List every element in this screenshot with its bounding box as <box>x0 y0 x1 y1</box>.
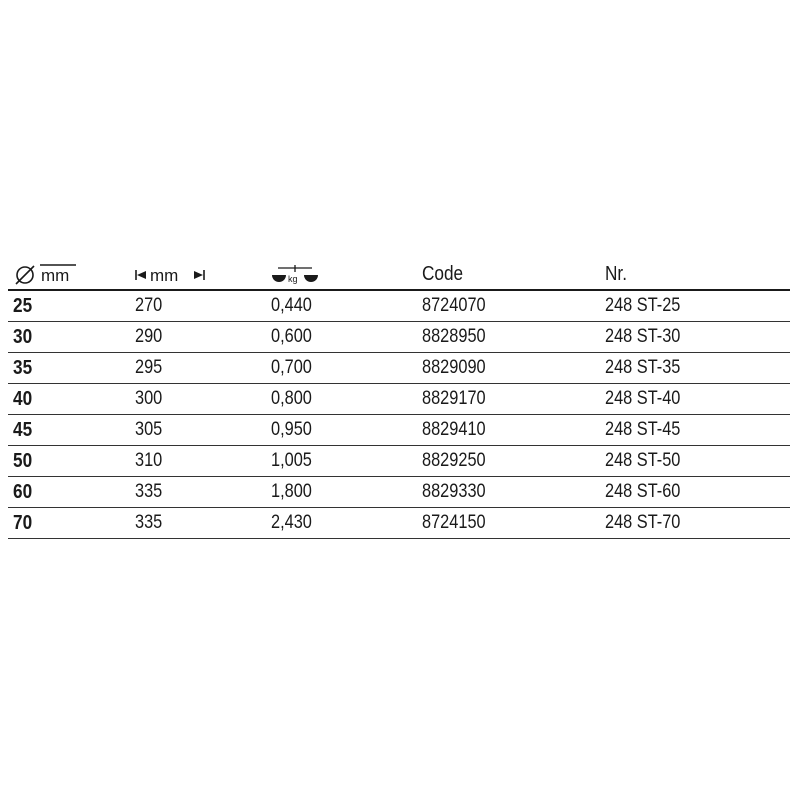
diameter-cell: 45 <box>13 419 33 441</box>
weight-cell: 0,800 <box>271 388 312 409</box>
diameter-unit-label: mm <box>41 266 70 285</box>
weight-cell: 0,600 <box>271 326 312 347</box>
nr-cell: 248 ST-70 <box>605 512 681 533</box>
nr-cell: 248 ST-45 <box>605 419 681 440</box>
code-cell: 8829170 <box>422 388 486 409</box>
weight-cell: 0,440 <box>271 295 312 316</box>
code-cell: 8829090 <box>422 357 486 378</box>
length-header <box>134 261 210 287</box>
length-cell: 295 <box>135 357 163 378</box>
table-row <box>8 477 790 508</box>
table-row <box>8 446 790 477</box>
table-row <box>8 508 790 539</box>
weight-cell: 1,800 <box>271 481 312 502</box>
length-cell: 300 <box>135 388 163 409</box>
length-cell: 335 <box>135 512 163 533</box>
code-header: Code <box>422 263 464 285</box>
nr-cell: 248 ST-60 <box>605 481 681 502</box>
diameter-cell: 40 <box>13 388 33 410</box>
length-cell: 290 <box>135 326 163 347</box>
diameter-cell: 25 <box>13 295 33 317</box>
code-cell: 8724070 <box>422 295 486 316</box>
code-cell: 8828950 <box>422 326 486 347</box>
code-cell: 8724150 <box>422 512 486 533</box>
weight-cell: 1,005 <box>271 450 312 471</box>
diameter-cell: 70 <box>13 512 33 534</box>
diameter-cell: 35 <box>13 357 33 379</box>
weight-header <box>270 261 326 287</box>
table-row <box>8 384 790 415</box>
length-cell: 335 <box>135 481 163 502</box>
weight-cell: 0,950 <box>271 419 312 440</box>
nr-header: Nr. <box>605 263 627 285</box>
length-cell: 305 <box>135 419 163 440</box>
table-row <box>8 322 790 353</box>
spec-table <box>8 259 790 539</box>
code-cell: 8829330 <box>422 481 486 502</box>
code-cell: 8829410 <box>422 419 486 440</box>
code-cell: 8829250 <box>422 450 486 471</box>
diameter-cell: 60 <box>13 481 33 503</box>
scale-icon <box>270 261 326 287</box>
nr-cell: 248 ST-50 <box>605 450 681 471</box>
nr-cell: 248 ST-25 <box>605 295 681 316</box>
nr-cell: 248 ST-35 <box>605 357 681 378</box>
length-arrows-icon <box>134 261 210 287</box>
weight-cell: 2,430 <box>271 512 312 533</box>
diameter-cell: 50 <box>13 450 33 472</box>
diameter-cell: 30 <box>13 326 33 348</box>
nr-cell: 248 ST-30 <box>605 326 681 347</box>
table-row <box>8 415 790 446</box>
length-cell: 270 <box>135 295 163 316</box>
length-cell: 310 <box>135 450 163 471</box>
nr-cell: 248 ST-40 <box>605 388 681 409</box>
weight-cell: 0,700 <box>271 357 312 378</box>
weight-unit-label: kg <box>288 274 298 284</box>
table-header-row <box>8 259 790 291</box>
table-row <box>8 291 790 322</box>
diameter-header <box>14 261 80 287</box>
diameter-icon <box>14 261 80 287</box>
length-unit-label: mm <box>150 266 179 285</box>
table-row <box>8 353 790 384</box>
